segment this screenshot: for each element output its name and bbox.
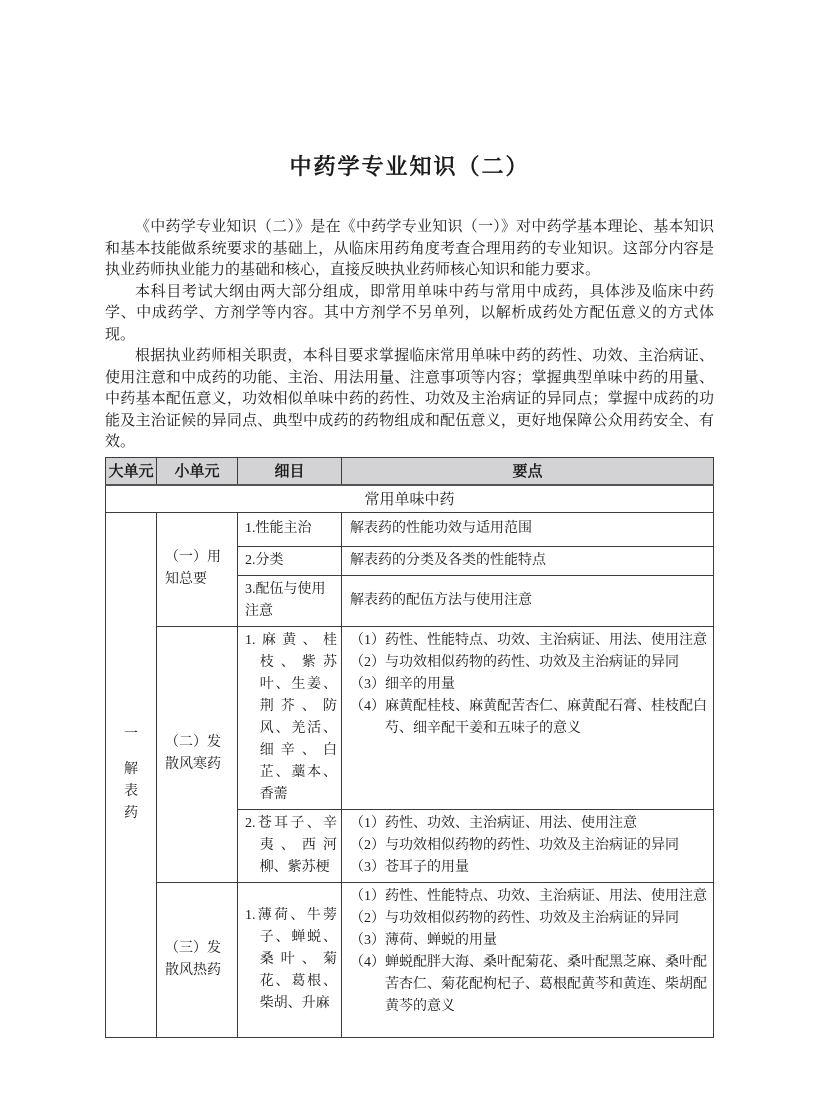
detail-text: 1.薄荷、牛蒡子、蝉蜕、桑叶、菊花、葛根、柴胡、升麻	[245, 907, 337, 1011]
intro-paragraph-1: 《中药学专业知识（二）》是在《中药学专业知识（一）》对中药学基本理论、基本知识和基本技能做系统要求的基础上，从临床用药角度考查合理用药的专业知识。这部分内容是执业药师执业能力的基础和核心，直接反映执业药师核心知识和能力要求。	[105, 219, 714, 278]
table-row	[106, 626, 714, 809]
big-unit-char: 解	[124, 762, 138, 777]
point-line: （1）药性、功效、主治病证、用法、使用注意	[350, 815, 637, 831]
detail-cell	[238, 626, 342, 809]
point-line: （4）蝉蜕配胖大海、桑叶配菊花、桑叶配黑芝麻、桑叶配苦杏仁、菊花配枸杞子、葛根配黄芩和黄连、柴胡配黄芩的意义	[350, 954, 707, 1014]
point-line: （2）与功效相似药物的药性、功效及主治病证的异同	[350, 837, 679, 853]
point-line: （2）与功效相似药物的药性、功效及主治病证的异同	[350, 654, 679, 670]
small-unit-cell-1: （一）用知总要	[157, 512, 238, 626]
big-unit-char: 药	[124, 806, 138, 821]
points-cell	[342, 882, 714, 1037]
point-line: （4）麻黄配桂枝、麻黄配苦杏仁、麻黄配石膏、桂枝配白芍、细辛配干姜和五味子的意义	[350, 698, 707, 736]
small-unit-cell-2: （二）发散风寒药	[157, 626, 238, 882]
detail-text: 2.苍耳子、辛夷、西河柳、紫苏梗	[245, 815, 337, 875]
points-cell	[342, 809, 714, 882]
points-cell	[342, 626, 714, 809]
points-cell: 解表药的分类及各类的性能特点	[342, 546, 714, 575]
detail-cell	[238, 882, 342, 1037]
point-line: （2）与功效相似药物的药性、功效及主治病证的异同	[350, 910, 679, 926]
detail-text: 1.麻黄、桂枝、紫苏叶、生姜、荆芥、防风、羌活、细辛、白芷、藁本、香薷	[245, 632, 337, 802]
detail-cell: 1.性能主治	[238, 512, 342, 546]
big-unit-char: 表	[124, 784, 138, 799]
header-cell-big-unit: 大单元	[106, 457, 157, 485]
detail-cell: 2.分类	[238, 546, 342, 575]
intro-paragraph-3: 根据执业药师相关职责，本科目要求掌握临床常用单味中药的药性、功效、主治病证、使用注意和中成药的功能、主治、用法用量、注意事项等内容；掌握典型单味中药的用量、中药基本配伍意义，功效相似单味中药的药性、功效及主治病证的异同点；掌握中成药的功能及主治证候的异同点、典型中成药的药物组成和配伍意义，更好地保障公众用药安全、有效。	[105, 348, 714, 450]
section-banner-row	[106, 485, 714, 513]
section-banner: 常用单味中药	[106, 485, 714, 513]
intro-paragraph-2: 本科目考试大纲由两大部分组成，即常用单味中药与常用中成药，具体涉及临床中药学、中成药学、方剂学等内容。其中方剂学不另单列，以解析成药处方配伍意义的方式体现。	[105, 283, 714, 343]
point-line: （3）苍耳子的用量	[350, 859, 469, 875]
header-cell-points: 要点	[342, 457, 714, 485]
big-unit-cell	[106, 512, 157, 1037]
page-title: 中药学专业知识（二）	[289, 154, 530, 179]
table-row	[106, 512, 714, 546]
point-line: （1）药性、性能特点、功效、主治病证、用法、使用注意	[350, 632, 707, 648]
point-line: （3）细辛的用量	[350, 676, 455, 692]
big-unit-number: 一	[124, 727, 138, 742]
detail-cell: 3.配伍与使用注意	[238, 575, 342, 626]
document-page	[105, 0, 714, 1038]
points-cell: 解表药的配伍方法与使用注意	[342, 575, 714, 626]
point-line: （3）薄荷、蝉蜕的用量	[350, 932, 497, 948]
table-row	[106, 882, 714, 1037]
header-cell-detail: 细目	[238, 457, 342, 485]
big-unit-gap	[108, 746, 154, 759]
detail-cell	[238, 809, 342, 882]
small-unit-cell-3: （三）发散风热药	[157, 882, 238, 1037]
syllabus-table	[105, 457, 714, 1038]
table-header-row	[106, 457, 714, 485]
points-cell: 解表药的性能功效与适用范围	[342, 512, 714, 546]
point-line: （1）药性、性能特点、功效、主治病证、用法、使用注意	[350, 888, 707, 904]
header-cell-small-unit: 小单元	[157, 457, 238, 485]
